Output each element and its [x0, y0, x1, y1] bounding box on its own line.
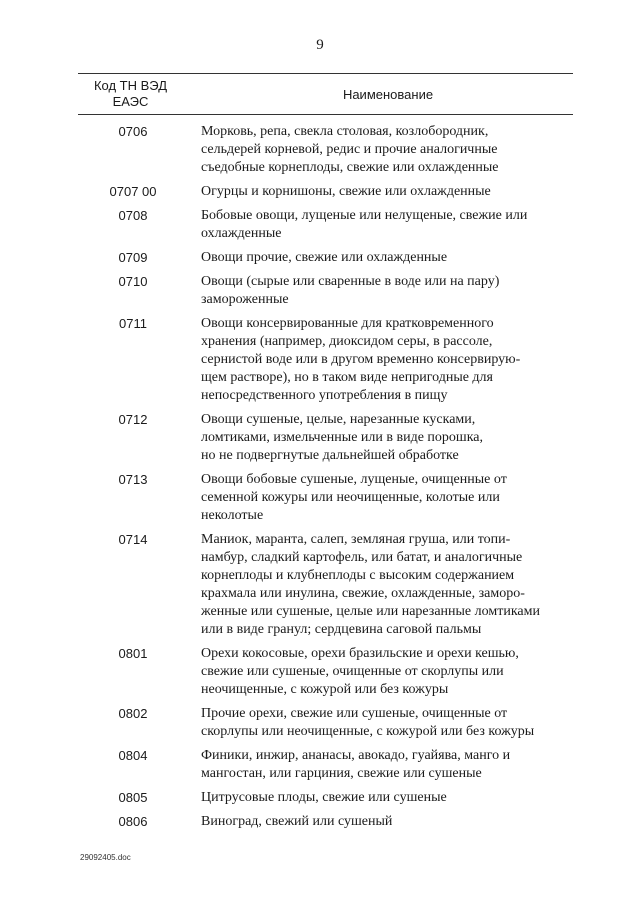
row-name: Морковь, репа, свекла столовая, козлобородник, сельдерей корневой, редис и прочие аналогичные съедобные корнеплоды, свежие или охлажденные — [201, 124, 499, 175]
table-row — [78, 645, 573, 699]
row-code: 0805 — [118, 790, 148, 805]
table-row — [78, 747, 573, 783]
table-header — [78, 73, 573, 115]
row-name: Маниок, маранта, салеп, земляная груша, или топи- намбур, сладкий картофель, или батат, и аналогичные корнеплоды и клубнеплоды с высоким содержанием крахмала или инулина, свежие, охлажденные, заморо- женные или сушеные, целые или нарезанные ломтиками или в виде гранул; сердцевина саговой пальмы — [201, 532, 540, 637]
row-name: Овощи консервированные для кратковременного хранения (например, диоксидом серы, в рассоле, сернистой воде или в другом временно консервирую- щем растворе), но в таком виде непригодные для непосредственного употребления в пищу — [201, 316, 521, 403]
row-name: Овощи (сырые или сваренные в воде или на пару) замороженные — [201, 274, 500, 307]
row-name: Финики, инжир, ананасы, авокадо, гуайява, манго и мангостан, или гарциния, свежие или сушеные — [201, 748, 511, 781]
table-body — [78, 123, 573, 831]
row-code: 0709 — [118, 250, 148, 265]
row-name: Прочие орехи, свежие или сушеные, очищенные от скорлупы или неочищенные, с кожурой или без кожуры — [201, 706, 535, 739]
row-code: 0710 — [118, 274, 148, 289]
table-row — [78, 471, 573, 525]
row-code: 0802 — [118, 706, 148, 721]
row-name: Огурцы и корнишоны, свежие или охлажденные — [201, 184, 491, 199]
row-code: 0806 — [118, 814, 148, 829]
row-code: 0801 — [118, 646, 148, 661]
column-header-name: Наименование — [342, 86, 434, 102]
table-row — [78, 705, 573, 741]
column-header-code: Код ТН ВЭД ЕАЭС — [93, 78, 168, 109]
row-code: 0714 — [118, 532, 148, 547]
table-row — [78, 315, 573, 405]
row-name: Овощи сушеные, целые, нарезанные кусками, ломтиками, измельченные или в виде порошка, но не подвергнутые дальнейшей обработке — [201, 412, 484, 463]
row-name: Овощи прочие, свежие или охлажденные — [201, 250, 448, 265]
table-row — [78, 789, 573, 807]
row-code: 0713 — [118, 472, 148, 487]
row-name: Цитрусовые плоды, свежие или сушеные — [201, 790, 447, 805]
product-table — [78, 73, 573, 837]
table-row — [78, 813, 573, 831]
row-name: Овощи бобовые сушеные, лущеные, очищенные от семенной кожуры или неочищенные, колотые или неколотые — [201, 472, 507, 523]
table-row — [78, 411, 573, 465]
row-code: 0804 — [118, 748, 148, 763]
table-row — [78, 531, 573, 639]
row-name: Орехи кокосовые, орехи бразильские и орехи кешью, свежие или сушеные, очищенные от скорлупы или неочищенные, с кожурой или без кожуры — [201, 646, 519, 697]
table-row — [78, 249, 573, 267]
row-code: 0707 00 — [109, 184, 157, 199]
table-row — [78, 273, 573, 309]
table-row — [78, 207, 573, 243]
row-name: Виноград, свежий или сушеный — [201, 814, 393, 829]
table-row — [78, 123, 573, 177]
row-code: 0711 — [119, 316, 147, 331]
document-footer: 29092405.doc — [80, 853, 131, 862]
row-code: 0712 — [118, 412, 148, 427]
row-name: Бобовые овощи, лущеные или нелущеные, свежие или охлажденные — [201, 208, 528, 241]
row-code: 0708 — [118, 208, 148, 223]
page-number: 9 — [316, 37, 324, 53]
table-row — [78, 183, 573, 201]
row-code: 0706 — [118, 124, 148, 139]
